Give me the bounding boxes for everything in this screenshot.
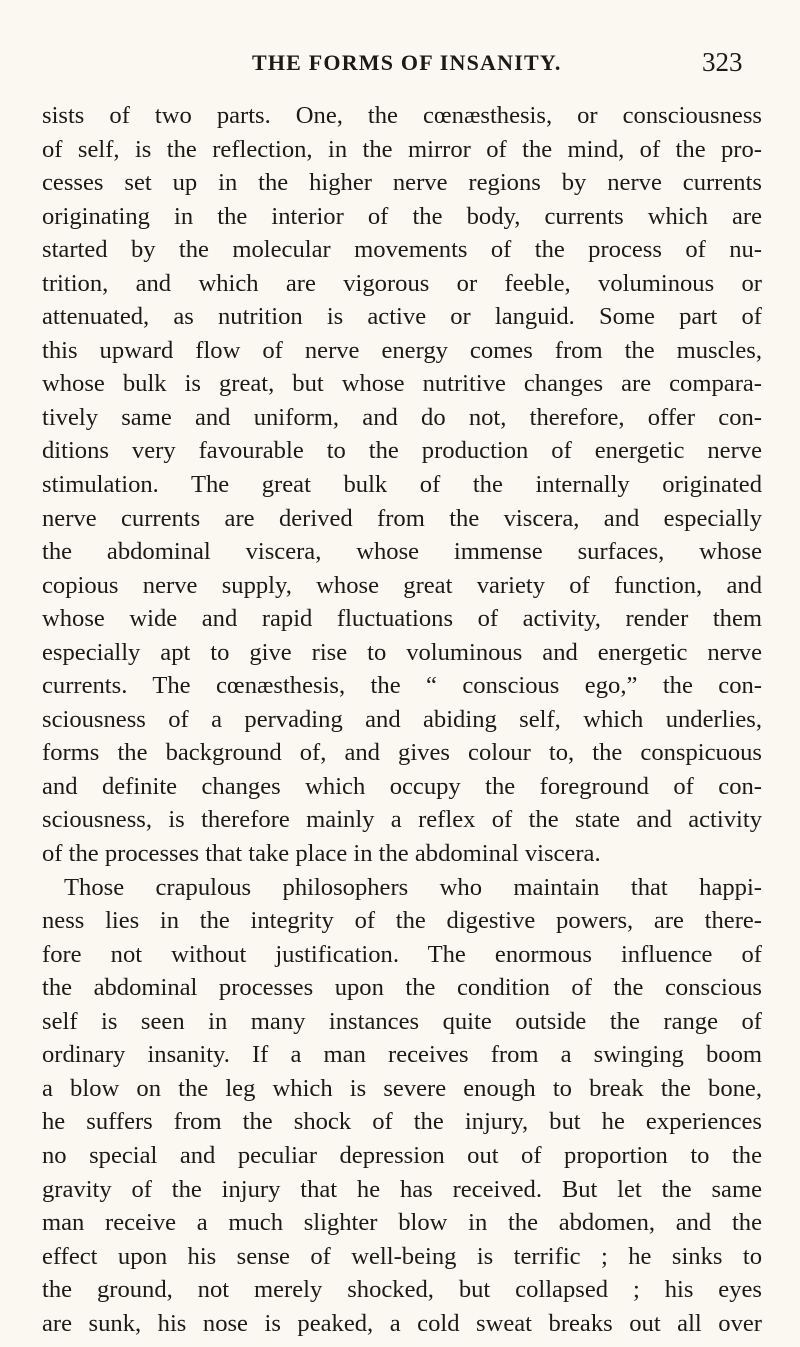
text-line: tively same and uniform, and do not, therefore, offer con- — [42, 403, 762, 431]
text-line: the abdominal viscera, whose immense surfaces, whose — [42, 538, 762, 566]
text-line: stimulation. The great bulk of the internally originated — [42, 471, 762, 499]
text-line: copious nerve supply, whose great variety of function, and — [42, 571, 762, 599]
text-line: ordinary insanity. If a man receives from a swinging boom — [42, 1041, 762, 1069]
text-line: originating in the interior of the body, currents which are — [42, 202, 762, 230]
text-line: trition, and which are vigorous or feeble, voluminous or — [42, 269, 762, 297]
text-line: started by the molecular movements of the process of nu- — [42, 236, 762, 264]
text-line: ness lies in the integrity of the digestive powers, are there- — [42, 907, 762, 935]
text-line: he suffers from the shock of the injury, but he experiences — [42, 1108, 762, 1136]
text-line: gravity of the injury that he has received. But let the same — [42, 1175, 762, 1203]
text-line: sciousness, is therefore mainly a reflex of the state and activity — [42, 806, 762, 834]
body-text — [42, 99, 762, 1340]
text-line: whose bulk is great, but whose nutritive changes are compara- — [42, 370, 762, 398]
paragraph-end-line: of the processes that take place in the abdominal viscera. — [42, 840, 601, 868]
text-line: are sunk, his nose is peaked, a cold sweat breaks out all over — [42, 1309, 762, 1337]
text-line: and definite changes which occupy the foreground of con- — [42, 772, 762, 800]
text-line: sciousness of a pervading and abiding self, which underlies, — [42, 705, 762, 733]
text-line: the ground, not merely shocked, but collapsed ; his eyes — [42, 1276, 762, 1304]
running-title: THE FORMS OF INSANITY. — [252, 50, 562, 75]
paragraph-start-line: Those crapulous philosophers who maintain that happi- — [64, 873, 762, 901]
text-line: nerve currents are derived from the viscera, and especially — [42, 504, 762, 532]
text-line: forms the background of, and gives colour to, the conspicuous — [42, 739, 762, 767]
page-number: 323 — [702, 47, 743, 77]
text-line: effect upon his sense of well-being is terrific ; he sinks to — [42, 1242, 762, 1270]
text-line: attenuated, as nutrition is active or languid. Some part of — [42, 303, 762, 331]
running-header — [0, 47, 800, 80]
text-line: currents. The cœnæsthesis, the “ conscious ego,” the con- — [42, 672, 762, 700]
text-line: especially apt to give rise to voluminous and energetic nerve — [42, 638, 762, 666]
text-line: self is seen in many instances quite outside the range of — [42, 1007, 762, 1035]
text-line: cesses set up in the higher nerve regions by nerve currents — [42, 169, 762, 197]
text-line: this upward flow of nerve energy comes from the muscles, — [42, 336, 762, 364]
text-line: of self, is the reflection, in the mirror of the mind, of the pro- — [42, 135, 762, 163]
text-line: sists of two parts. One, the cœnæsthesis, or consciousness — [42, 102, 762, 129]
text-line: no special and peculiar depression out of proportion to the — [42, 1141, 762, 1169]
text-line: man receive a much slighter blow in the abdomen, and the — [42, 1209, 762, 1237]
text-line: a blow on the leg which is severe enough to break the bone, — [42, 1074, 762, 1102]
text-line: whose wide and rapid fluctuations of activity, render them — [42, 605, 762, 633]
text-line: fore not without justification. The enormous influence of — [42, 940, 762, 968]
text-line: ditions very favourable to the production of energetic nerve — [42, 437, 762, 465]
text-line: the abdominal processes upon the condition of the conscious — [42, 974, 762, 1002]
